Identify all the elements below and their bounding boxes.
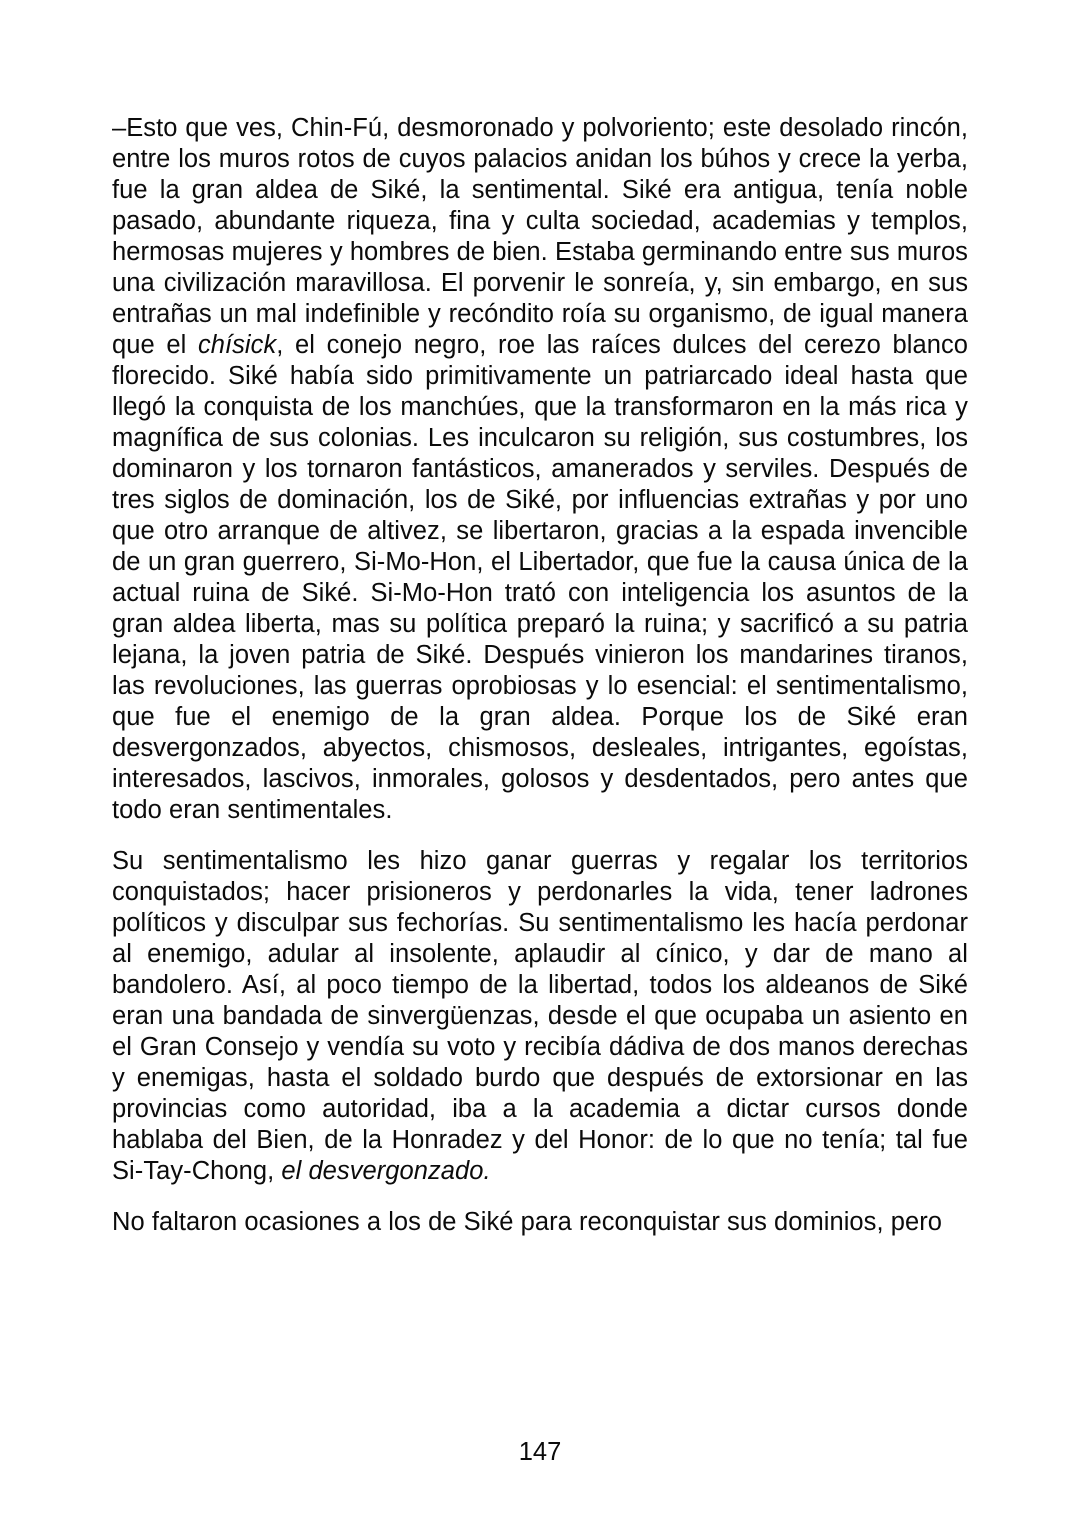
paragraph: [112, 113, 968, 826]
body-text-run: , el conejo negro, roe las raíces dulces del cerezo blanco florecido. Siké había sido primitivamente un patriarcado ideal hasta que llegó la conquista de los manchúes, que la transformaron en la más rica y magnífica de sus colonias. Les inculcaron su religión, sus costumbres, los dominaron y los tornaron fantásticos, amanerados y serviles. Después de tres siglos de dominación, los de Siké, por influencias extrañas y por uno que otro arranque de altivez, se libertaron, gracias a la espada invencible de un gran guerrero, Si-Mo-Hon, el Libertador, que fue la causa única de la actual ruina de Siké. Si-Mo-Hon trató con inteligencia los asuntos de la gran aldea liberta, mas su política preparó la ruina; y sacrificó a su patria lejana, la joven patria de Siké. Después vinieron los mandarines tiranos, las revoluciones, las guerras oprobiosas y lo esencial: el sentimentalismo, que fue el enemigo de la gran aldea. Porque los de Siké eran desvergonzados, abyectos, chismosos, desleales, intrigantes, egoístas, interesados, lascivos, inmorales, golosos y desdentados, pero antes que todo eran sentimentales.: [112, 331, 968, 824]
body-text-run: No faltaron ocasiones a los de Siké para reconquistar sus dominios, pero: [112, 1208, 942, 1236]
body-text: [112, 113, 968, 1238]
paragraph: [112, 846, 968, 1187]
body-text-run: Su sentimentalismo les hizo ganar guerras y regalar los territorios conquistados; hacer prisioneros y perdonarles la vida, tener ladrones políticos y disculpar sus fechorías. Su sentimentalismo les hacía perdonar al enemigo, adular al insolente, aplaudir al cínico, y dar de mano al bandolero. Así, al poco tiempo de la libertad, todos los aldeanos de Siké eran una bandada de sinvergüenzas, desde el que ocupaba un asiento en el Gran Consejo y vendía su voto y recibía dádiva de dos manos derechas y enemigas, hasta el soldado burdo que después de extorsionar en las provincias como autoridad, iba a la academia a dictar cursos donde hablaba del Bien, de la Honradez y del Honor: de lo que no tenía; tal fue Si-Tay-Chong,: [112, 847, 968, 1185]
paragraph: [112, 1207, 968, 1238]
body-text-run: –Esto que ves, Chin-Fú, desmoronado y polvoriento; este desolado rincón, entre los muros rotos de cuyos palacios anidan los búhos y crece la yerba, fue la gran aldea de Siké, la sentimental. Siké era antigua, tenía noble pasado, abundante riqueza, fina y culta sociedad, academias y templos, hermosas mujeres y hombres de bien. Estaba germinando entre sus muros una civilización maravillosa. El porvenir le sonreía, y, sin embargo, en sus entrañas un mal indefinible y recóndito roía su organismo, de igual manera que el: [112, 114, 968, 359]
emphasis-text: el desvergonzado.: [281, 1157, 491, 1185]
page-number: 147: [518, 1438, 562, 1466]
emphasis-text: chísick: [197, 331, 277, 359]
